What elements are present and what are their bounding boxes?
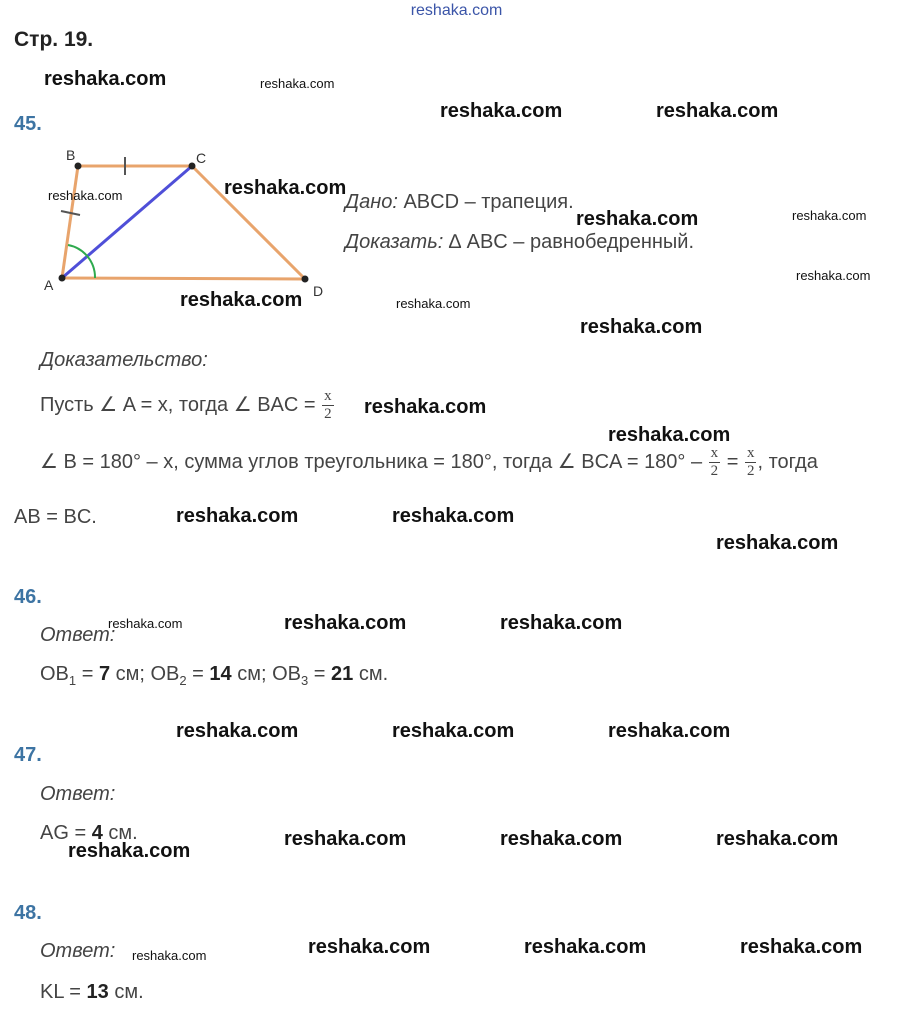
watermark: reshaka.com bbox=[580, 316, 703, 338]
top-watermark: reshaka.com bbox=[410, 2, 503, 19]
side-ab bbox=[62, 166, 78, 278]
fraction-x-2: $\frac{x}{2}$ bbox=[710, 445, 719, 479]
point-a bbox=[59, 275, 66, 282]
watermark: reshaka.com bbox=[48, 188, 123, 203]
page-label: Стр. 19. bbox=[14, 28, 94, 51]
task-48-answer: KL = 13 см. bbox=[40, 981, 144, 1003]
task-46-answer: $OB_1 = 7$ см; $OB_2 = 14$ см; $OB_3 = 21$ см. bbox=[40, 663, 389, 688]
watermark: reshaka.com bbox=[176, 720, 299, 742]
fraction-x-2: $\frac{x}{2}$ bbox=[746, 445, 755, 479]
point-d bbox=[302, 276, 309, 283]
watermark: reshaka.com bbox=[440, 100, 563, 122]
task-47-answer: AG = 4 см. bbox=[40, 822, 138, 844]
side-ad bbox=[62, 278, 305, 279]
watermark: reshaka.com bbox=[524, 936, 647, 958]
diagonal-ac bbox=[62, 166, 192, 278]
watermark: reshaka.com bbox=[284, 612, 407, 634]
watermark: reshaka.com bbox=[132, 948, 207, 963]
watermark: reshaka.com bbox=[68, 840, 191, 862]
watermark: reshaka.com bbox=[260, 76, 335, 91]
fraction-x-2: $\frac{x}{2}$ bbox=[324, 388, 332, 422]
watermark: reshaka.com bbox=[792, 208, 867, 223]
label-c: C bbox=[196, 150, 207, 166]
prove-text: ∆ ABC – равнобедренный. bbox=[443, 231, 695, 253]
watermark: reshaka.com bbox=[180, 289, 303, 311]
task-48-number: 48. bbox=[14, 902, 42, 924]
task-47-number: 47. bbox=[14, 744, 42, 766]
watermark: reshaka.com bbox=[392, 720, 515, 742]
watermark: reshaka.com bbox=[364, 396, 487, 418]
watermark: reshaka.com bbox=[108, 616, 183, 631]
given-text: ABCD – трапеция. bbox=[397, 191, 574, 213]
watermark: reshaka.com bbox=[608, 424, 731, 446]
watermark: reshaka.com bbox=[608, 720, 731, 742]
proof-line-2: ∠ B = 180° – x, сумма углов треугольника = 180°, тогда ∠ BCA = 180° – $\frac{x}{2}$ = $\frac{x}{2}$ , тогда bbox=[40, 445, 818, 479]
watermark: reshaka.com bbox=[576, 208, 699, 230]
watermark: reshaka.com bbox=[44, 68, 167, 90]
point-b bbox=[75, 163, 82, 170]
proof-line-1: Пусть ∠ A = x, тогда ∠ BAC = $\frac{x}{2}$ bbox=[40, 388, 332, 422]
watermark: reshaka.com bbox=[716, 532, 839, 554]
prove-line bbox=[345, 231, 694, 254]
watermark: reshaka.com bbox=[716, 828, 839, 850]
watermark: reshaka.com bbox=[500, 612, 623, 634]
proof-label: Доказательство: bbox=[40, 349, 208, 371]
label-b: B bbox=[66, 147, 76, 163]
task-46-answer-label: Ответ: bbox=[40, 624, 116, 646]
trapezoid-diagram bbox=[30, 145, 340, 300]
proof-line-3: AB = BC. bbox=[14, 506, 97, 528]
task-45-number: 45. bbox=[14, 113, 42, 135]
watermark: reshaka.com bbox=[796, 268, 871, 283]
task-48-answer-label: Ответ: bbox=[40, 940, 116, 962]
watermark: reshaka.com bbox=[500, 828, 623, 850]
label-d: D bbox=[313, 283, 324, 299]
task-47-answer-label: Ответ: bbox=[40, 783, 116, 805]
watermark: reshaka.com bbox=[176, 505, 299, 527]
given-line bbox=[345, 191, 574, 214]
watermark: reshaka.com bbox=[308, 936, 431, 958]
watermark: reshaka.com bbox=[224, 177, 347, 199]
watermark: reshaka.com bbox=[392, 505, 515, 527]
given-label: Дано: bbox=[345, 191, 398, 213]
watermark: reshaka.com bbox=[284, 828, 407, 850]
watermark: reshaka.com bbox=[396, 296, 471, 311]
watermark: reshaka.com bbox=[740, 936, 863, 958]
label-a: A bbox=[44, 277, 54, 293]
prove-label: Доказать: bbox=[345, 231, 444, 253]
task-46-number: 46. bbox=[14, 586, 42, 608]
point-c bbox=[189, 163, 196, 170]
watermark: reshaka.com bbox=[656, 100, 779, 122]
